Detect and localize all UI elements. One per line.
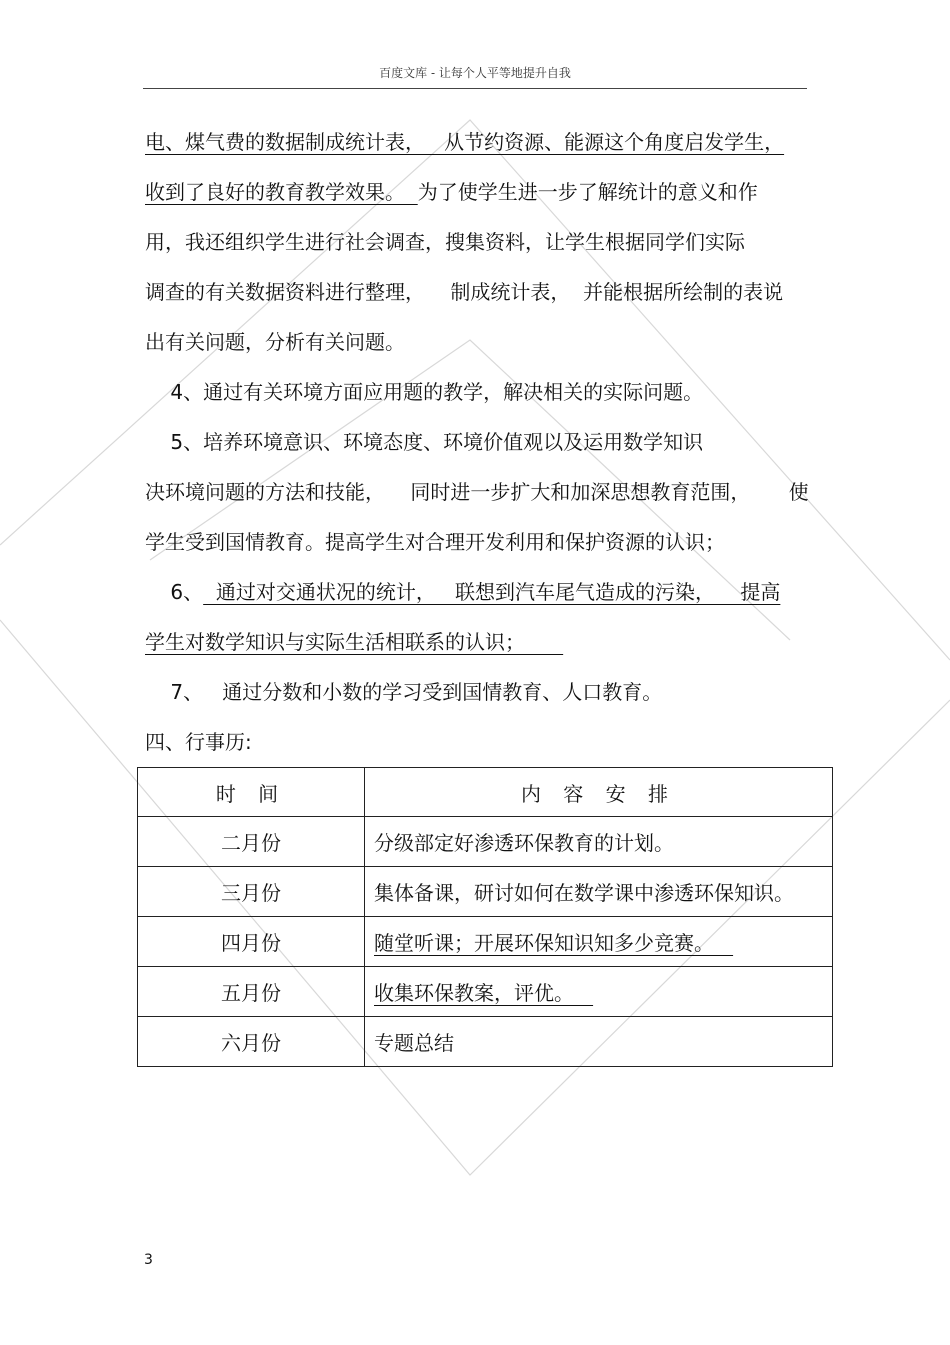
underlined-text: 通过对交通状况的统计， 联想到汽车尾气造成的污染， 提高 — [203, 580, 781, 604]
schedule-table — [137, 767, 833, 1067]
paragraph-line: 电、煤气费的数据制成统计表， 从节约资源、能源这个角度启发学生， — [145, 130, 785, 154]
content-cell: 分级部定好渗透环保教育的计划。 — [365, 817, 833, 867]
paragraph-line: 决环境问题的方法和技能， 同时进一步扩大和加深思想教育范围， 使 — [145, 480, 809, 504]
table-row — [138, 967, 833, 1017]
paragraph-line: 学生对数学知识与实际生活相联系的认识； — [145, 630, 564, 654]
month-cell: 五月份 — [138, 967, 365, 1017]
underlined-text: 随堂听课；开展环保知识知多少竞赛。 — [374, 931, 734, 955]
header-time: 时 间 — [138, 768, 365, 817]
table-row — [138, 917, 833, 967]
underlined-text: 收集环保教案，评优。 — [374, 981, 594, 1005]
page-header: 百度文库 - 让每个人平等地提升自我 — [143, 64, 807, 89]
header-content: 内 容 安 排 — [365, 768, 833, 817]
paragraph-line: 用，我还组织学生进行社会调查，搜集资料，让学生根据同学们实际 — [145, 230, 745, 254]
table-row — [138, 817, 833, 867]
table-row — [138, 867, 833, 917]
table-row — [138, 1017, 833, 1067]
paragraph-line: 调查的有关数据资料进行整理， 制成统计表， 并能根据所绘制的表说 — [145, 280, 784, 304]
paragraph-line — [145, 178, 758, 206]
content-cell — [365, 967, 833, 1017]
plain-text: 6、 — [145, 580, 204, 604]
month-cell: 三月份 — [138, 867, 365, 917]
page-number: 3 — [144, 1252, 153, 1268]
paragraph-line: 7、 通过分数和小数的学习受到国情教育、人口教育。 — [145, 680, 663, 704]
underlined-text: 收到了良好的教育教学效果。 — [145, 180, 418, 204]
plain-text: 为了使学生进一步了解统计的意义和作 — [417, 180, 758, 204]
paragraph-line: 出有关问题，分析有关问题。 — [145, 330, 405, 354]
table-header-row — [138, 768, 833, 817]
month-cell: 二月份 — [138, 817, 365, 867]
content-cell: 集体备课，研讨如何在数学课中渗透环保知识。 — [365, 867, 833, 917]
paragraph-line — [145, 578, 780, 606]
month-cell: 四月份 — [138, 917, 365, 967]
paragraph-line: 4、通过有关环境方面应用题的教学，解决相关的实际问题。 — [145, 380, 704, 404]
paragraph-line: 学生受到国情教育。提高学生对合理开发利用和保护资源的认识； — [145, 530, 725, 554]
content-cell: 专题总结 — [365, 1017, 833, 1067]
month-cell: 六月份 — [138, 1017, 365, 1067]
content-cell — [365, 917, 833, 967]
paragraph-line: 5、培养环境意识、环境态度、环境价值观以及运用数学知识 — [145, 430, 704, 454]
section-heading: 四、行事历: — [145, 730, 252, 754]
